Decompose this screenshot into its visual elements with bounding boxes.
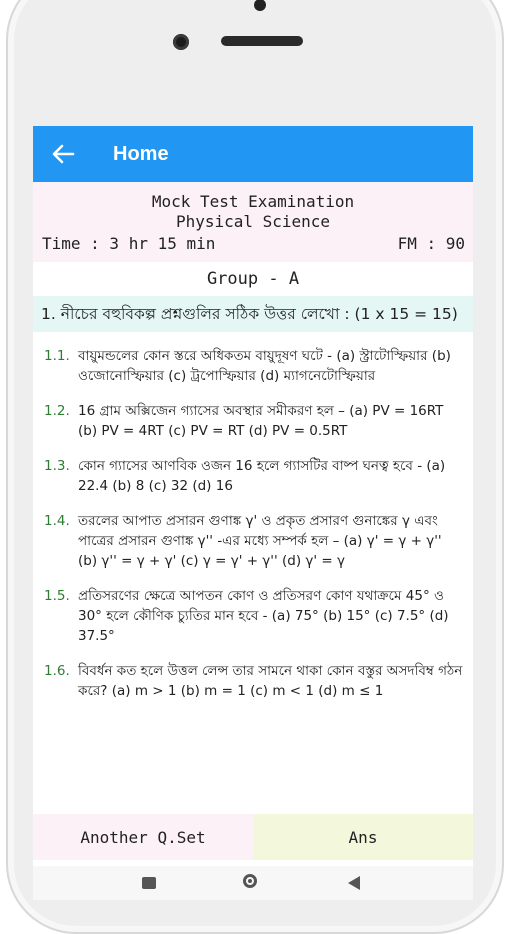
question-text: তরলের আপাত প্রসারন গুণাঙ্ক γ' ও প্রকৃত প্রসারণ গুনাঙ্কের γ এবং পাত্রের প্রসারন গুণাঙ্ক γ'' -এর মধ্যে সম্পর্ক হল – (a) γ' = γ + γ'' (b) γ'' = γ + γ' (c) γ = γ' + γ'' (d) γ' = γ xyxy=(78,513,442,569)
circle-icon[interactable] xyxy=(243,874,257,888)
question-item xyxy=(33,511,473,571)
exam-subject: Physical Science xyxy=(175,212,331,231)
bottom-button-bar xyxy=(33,814,473,860)
question-number: 1.5. xyxy=(44,588,70,604)
question-item xyxy=(33,586,473,646)
system-nav-bar xyxy=(33,866,473,900)
exam-header xyxy=(33,182,473,262)
question-number: 1.6. xyxy=(44,663,70,679)
app-title: Home xyxy=(113,143,169,165)
question-number: 1.2. xyxy=(44,403,70,419)
question-text: 16 গ্রাম অক্সিজেন গ্যাসের অবস্থার সমীকরণ হল – (a) PV = 16RT (b) PV = 4RT (c) PV = RT (d) PV = 0.5RT xyxy=(78,403,444,439)
question-text: প্রতিসরণের ক্ষেত্রে আপতন কোণ ও প্রতিসরণ কোণ যথাক্রমে 45° ও 30° হলে কৌণিক চ্যুতির মান হবে - (a) 75° (b) 15° (c) 7.5° (d) 37.5° xyxy=(78,588,449,644)
question-text: বিবর্ধন কত হলে উত্তল লেন্স তার সামনে থাকা কোন বস্তুর অসদবিম্ব গঠন করে? (a) m > 1 (b) m = 1 (c) m < 1 (d) m ≤ 1 xyxy=(78,663,463,699)
app-bar xyxy=(33,126,473,182)
question-number: 1.4. xyxy=(44,513,70,529)
question-item xyxy=(33,401,473,441)
triangle-back-icon[interactable] xyxy=(348,876,360,890)
square-icon[interactable] xyxy=(142,877,156,889)
front-camera xyxy=(173,34,189,50)
sensor-dot xyxy=(254,0,266,11)
group-heading: Group - A xyxy=(206,269,300,289)
question-number: 1.1. xyxy=(44,348,70,364)
question-text: কোন গ্যাসের আণবিক ওজন 16 হলে গ্যাসটির বাষ্প ঘনত্ব হবে - (a) 22.4 (b) 8 (c) 32 (d) 16 xyxy=(78,458,446,494)
exam-title: Mock Test Examination xyxy=(151,192,355,211)
question-item xyxy=(33,661,473,701)
exam-time: Time : 3 hr 15 min xyxy=(42,234,216,253)
answer-button[interactable]: Ans xyxy=(253,814,473,860)
question-list[interactable] xyxy=(33,182,473,814)
question-number: 1.3. xyxy=(44,458,70,474)
question-item xyxy=(33,346,473,386)
app-screen xyxy=(33,126,473,900)
section-instruction: 1. নীচের বহুবিকল্প প্রশ্নগুলির সঠিক উত্তর লেখো : (1 x 15 = 15) xyxy=(33,296,473,332)
arrow-left-icon[interactable] xyxy=(49,140,77,168)
question-item xyxy=(33,456,473,496)
question-text: বায়ুমন্ডলের কোন স্তরে অধিকতম বায়ুদূষণ ঘটে - (a) স্ট্রাটোস্ফিয়ার (b) ওজোনোস্ফিয়ার (c) ট্রপোস্ফিয়ার (d) ম্যাগনেটোস্ফিয়ার xyxy=(78,348,451,384)
earpiece-speaker xyxy=(221,36,303,46)
another-question-set-button[interactable]: Another Q.Set xyxy=(33,814,253,860)
full-marks: FM : 90 xyxy=(397,234,465,253)
